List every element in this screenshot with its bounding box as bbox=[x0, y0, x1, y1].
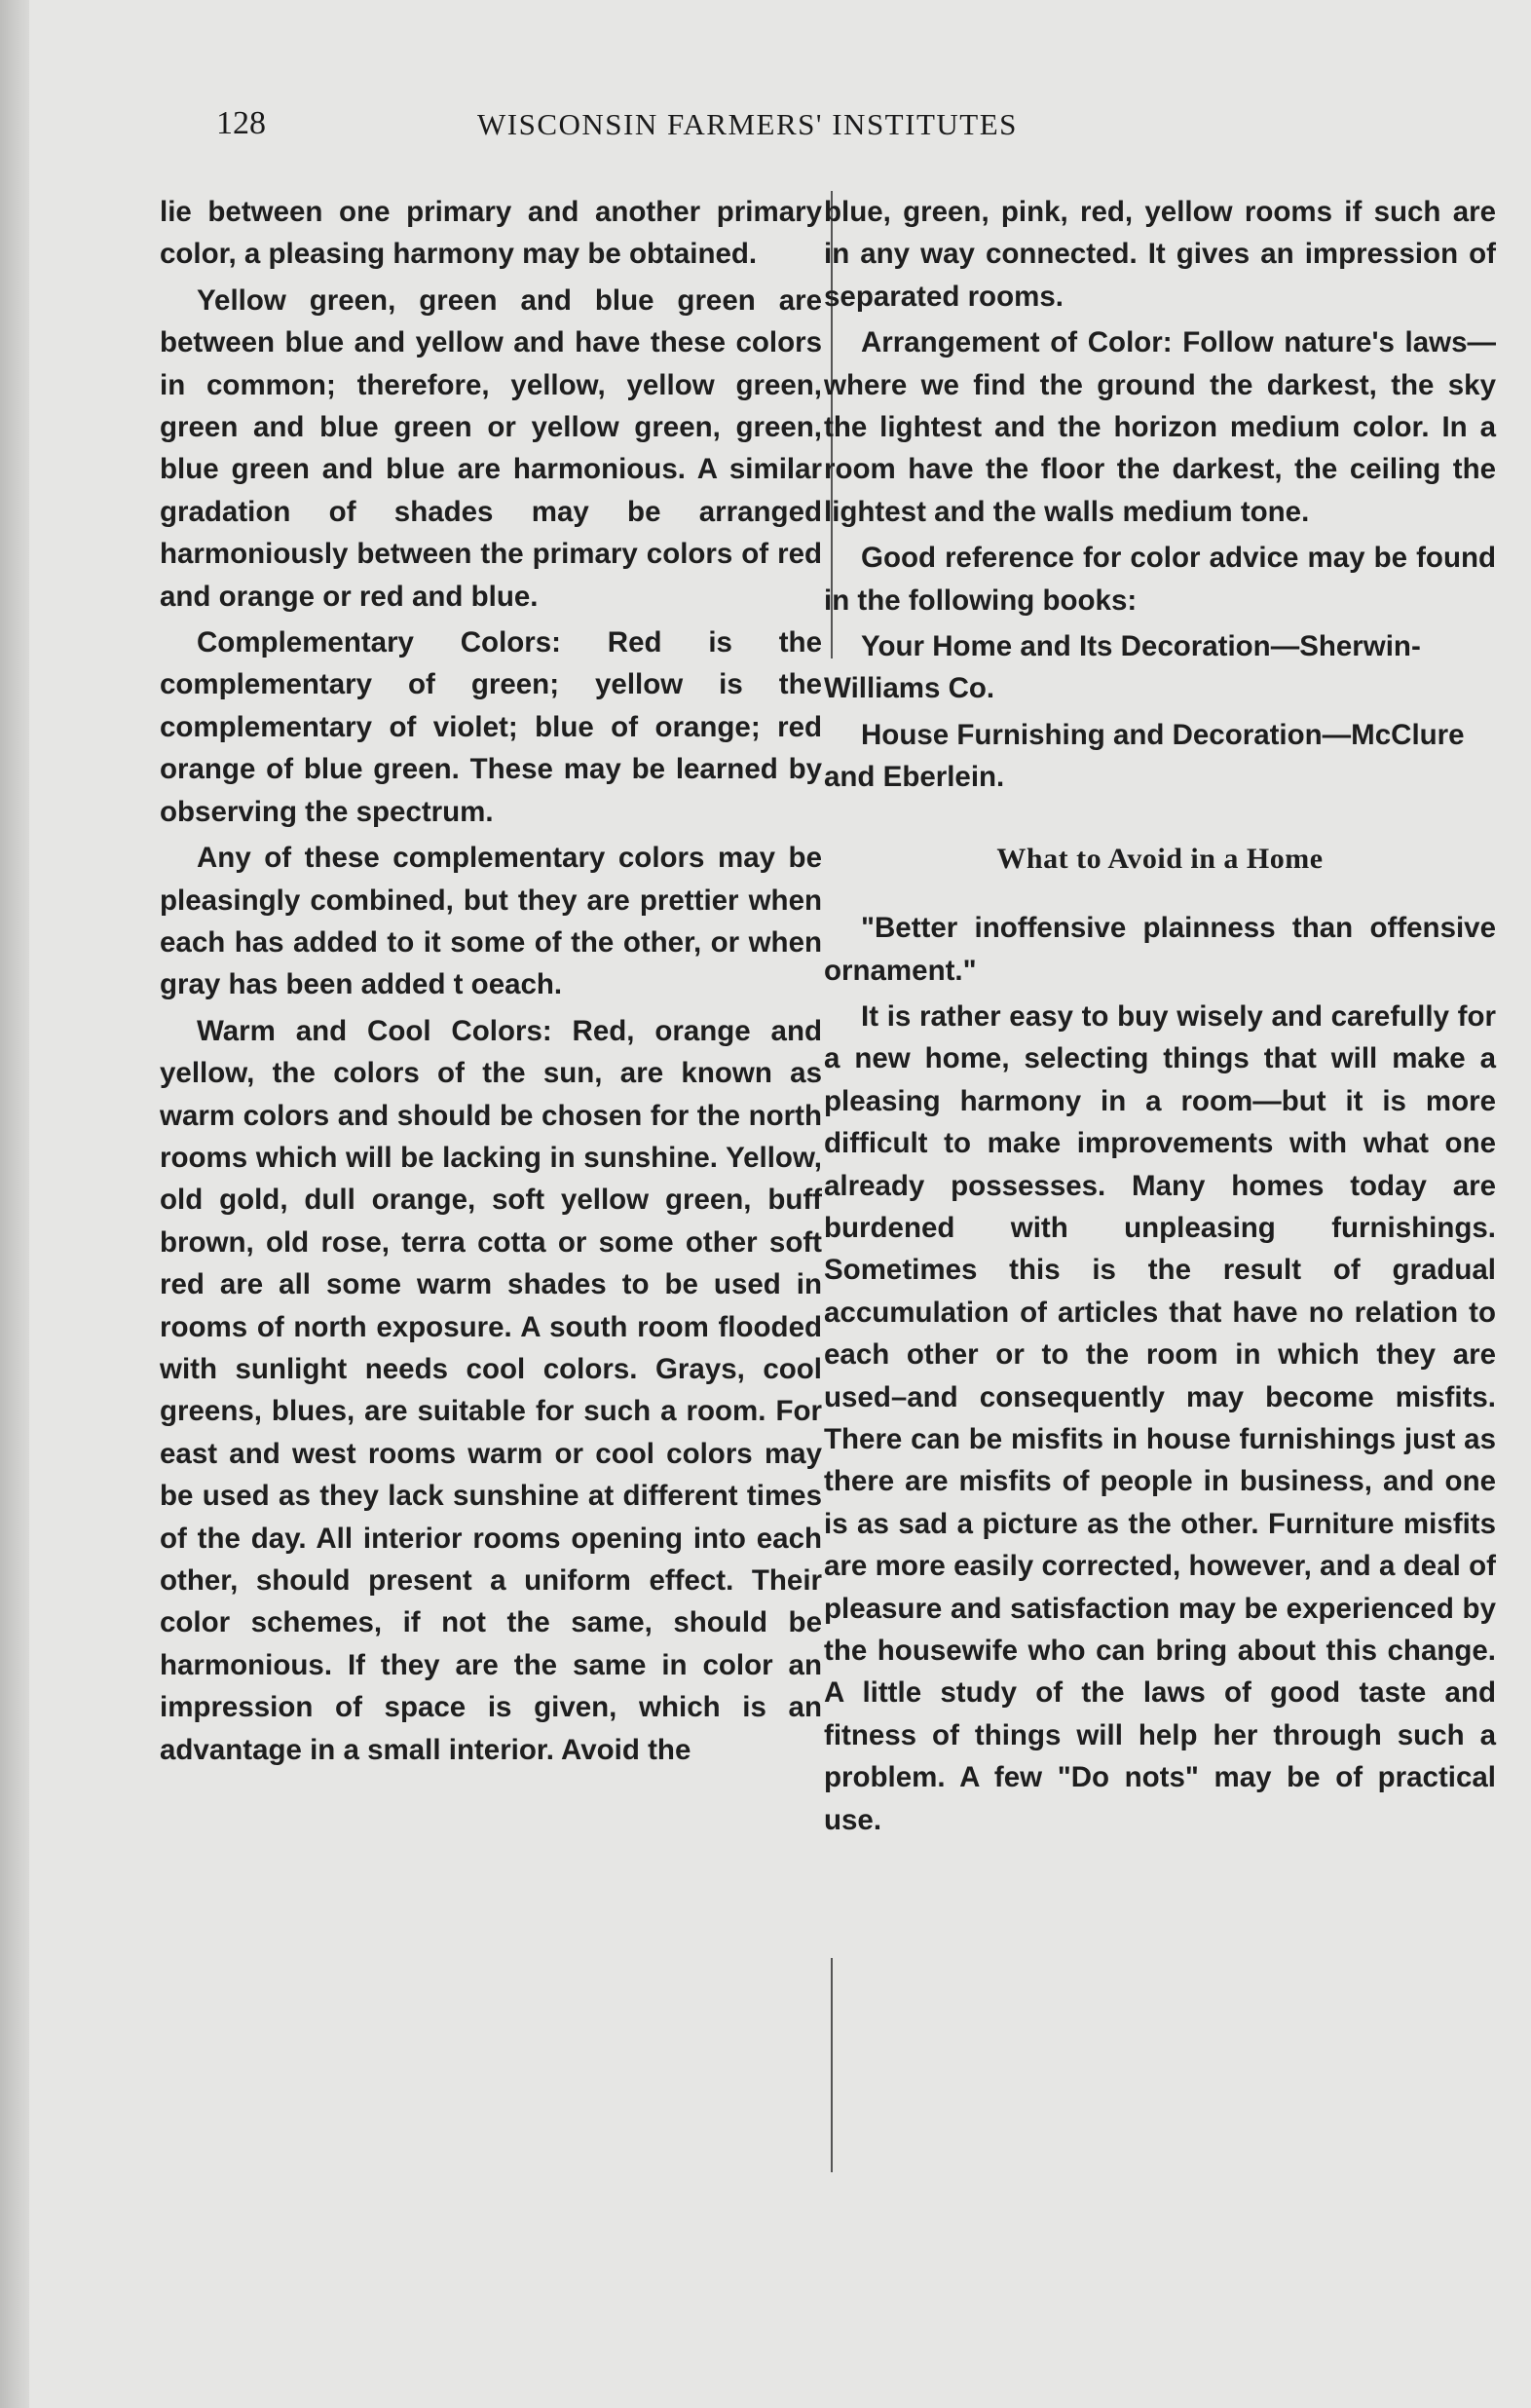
book-reference: House Furnishing and Decoration—McClure and Eberlein. bbox=[824, 718, 1465, 794]
section-heading: What to Avoid in a Home bbox=[996, 842, 1324, 875]
paragraph: Good reference for color advice may be found in the following books: bbox=[824, 542, 1496, 617]
paragraph: Warm and Cool Colors: Red, orange and yellow, the colors of the sun, are known as warm colors and should be chosen for the north rooms which will be lacking in sunshine. Yellow, old gold, dull orange, soft yellow green, buff brown, old rose, terra cotta or some other soft red are all some warm shades to be used in rooms of north exposure. A south room flooded with sunlight needs cool colors. Grays, cool greens, blues, are suitable for such a room. For east and west rooms warm or cool colors may be used as they lack sunshine at different times of the day. All interior rooms opening into each other, should present a uniform effect. Their color schemes, if not the same, should be harmonious. If they are the same in color an impression of space is given, which is an advantage in a small interior. Avoid the bbox=[160, 1014, 822, 1766]
paragraph: Yellow green, green and blue green are between blue and yellow and have these colors in common; therefore, yellow, yellow green, green and blue green or yellow green, green, blue green and blue are harmonious. A similar gradation of shades may be arranged harmoniously between the primary colors of red and orange or red and blue. bbox=[160, 283, 822, 613]
left-column bbox=[160, 191, 822, 1775]
column-divider-bottom bbox=[831, 1958, 833, 2172]
right-column bbox=[824, 191, 1496, 1845]
paragraph: Arrangement of Color: Follow nature's laws—where we find the ground the darkest, the sky the lightest and the horizon medium color. In a room have the floor the darkest, the ceiling the lightest and the walls medium tone. bbox=[824, 326, 1496, 528]
scan-binding-edge bbox=[0, 0, 29, 2408]
paragraph: Complementary Colors: Red is the complementary of green; yellow is the complementary of violet; blue of orange; red orange of blue green. These may be learned by observing the spectrum. bbox=[160, 626, 822, 828]
page-number: 128 bbox=[216, 105, 266, 141]
book-reference: Your Home and Its Decoration—Sherwin-Williams Co. bbox=[824, 630, 1421, 705]
paragraph: Any of these complementary colors may be pleasingly combined, but they are prettier when each has added to it some of the other, or when gray has been added t oeach. bbox=[160, 842, 822, 1001]
paragraph: It is rather easy to buy wisely and carefully for a new home, selecting things that will make a pleasing harmony in a room—but it is more difficult to make improvements with what one already possesses. Many homes today are burdened with unpleasing furnishings. Sometimes this is the result of gradual accumulation of articles that have no relation to each other or to the room in which they are used–and consequently may become misfits. There can be misfits in house furnishings just as there are misfits of people in business, and one is as sad a picture as the other. Furniture misfits are more easily corrected, however, and a deal of pleasure and satisfaction may be experienced by the housewife who can bring about this change. A little study of the laws of good taste and fitness of things will help her through such a problem. A few "Do nots" may be of practical use. bbox=[824, 999, 1496, 1836]
paragraph: lie between one primary and another primary color, a pleasing harmony may be obtained. bbox=[160, 196, 822, 271]
running-head bbox=[185, 105, 1217, 152]
paragraph: blue, green, pink, red, yellow rooms if such are in any way connected. It gives an impression of separated rooms. bbox=[824, 196, 1496, 313]
quotation: "Better inoffensive plainness than offensive ornament." bbox=[824, 912, 1496, 987]
running-title: WISCONSIN FARMERS' INSTITUTES bbox=[477, 107, 1018, 141]
